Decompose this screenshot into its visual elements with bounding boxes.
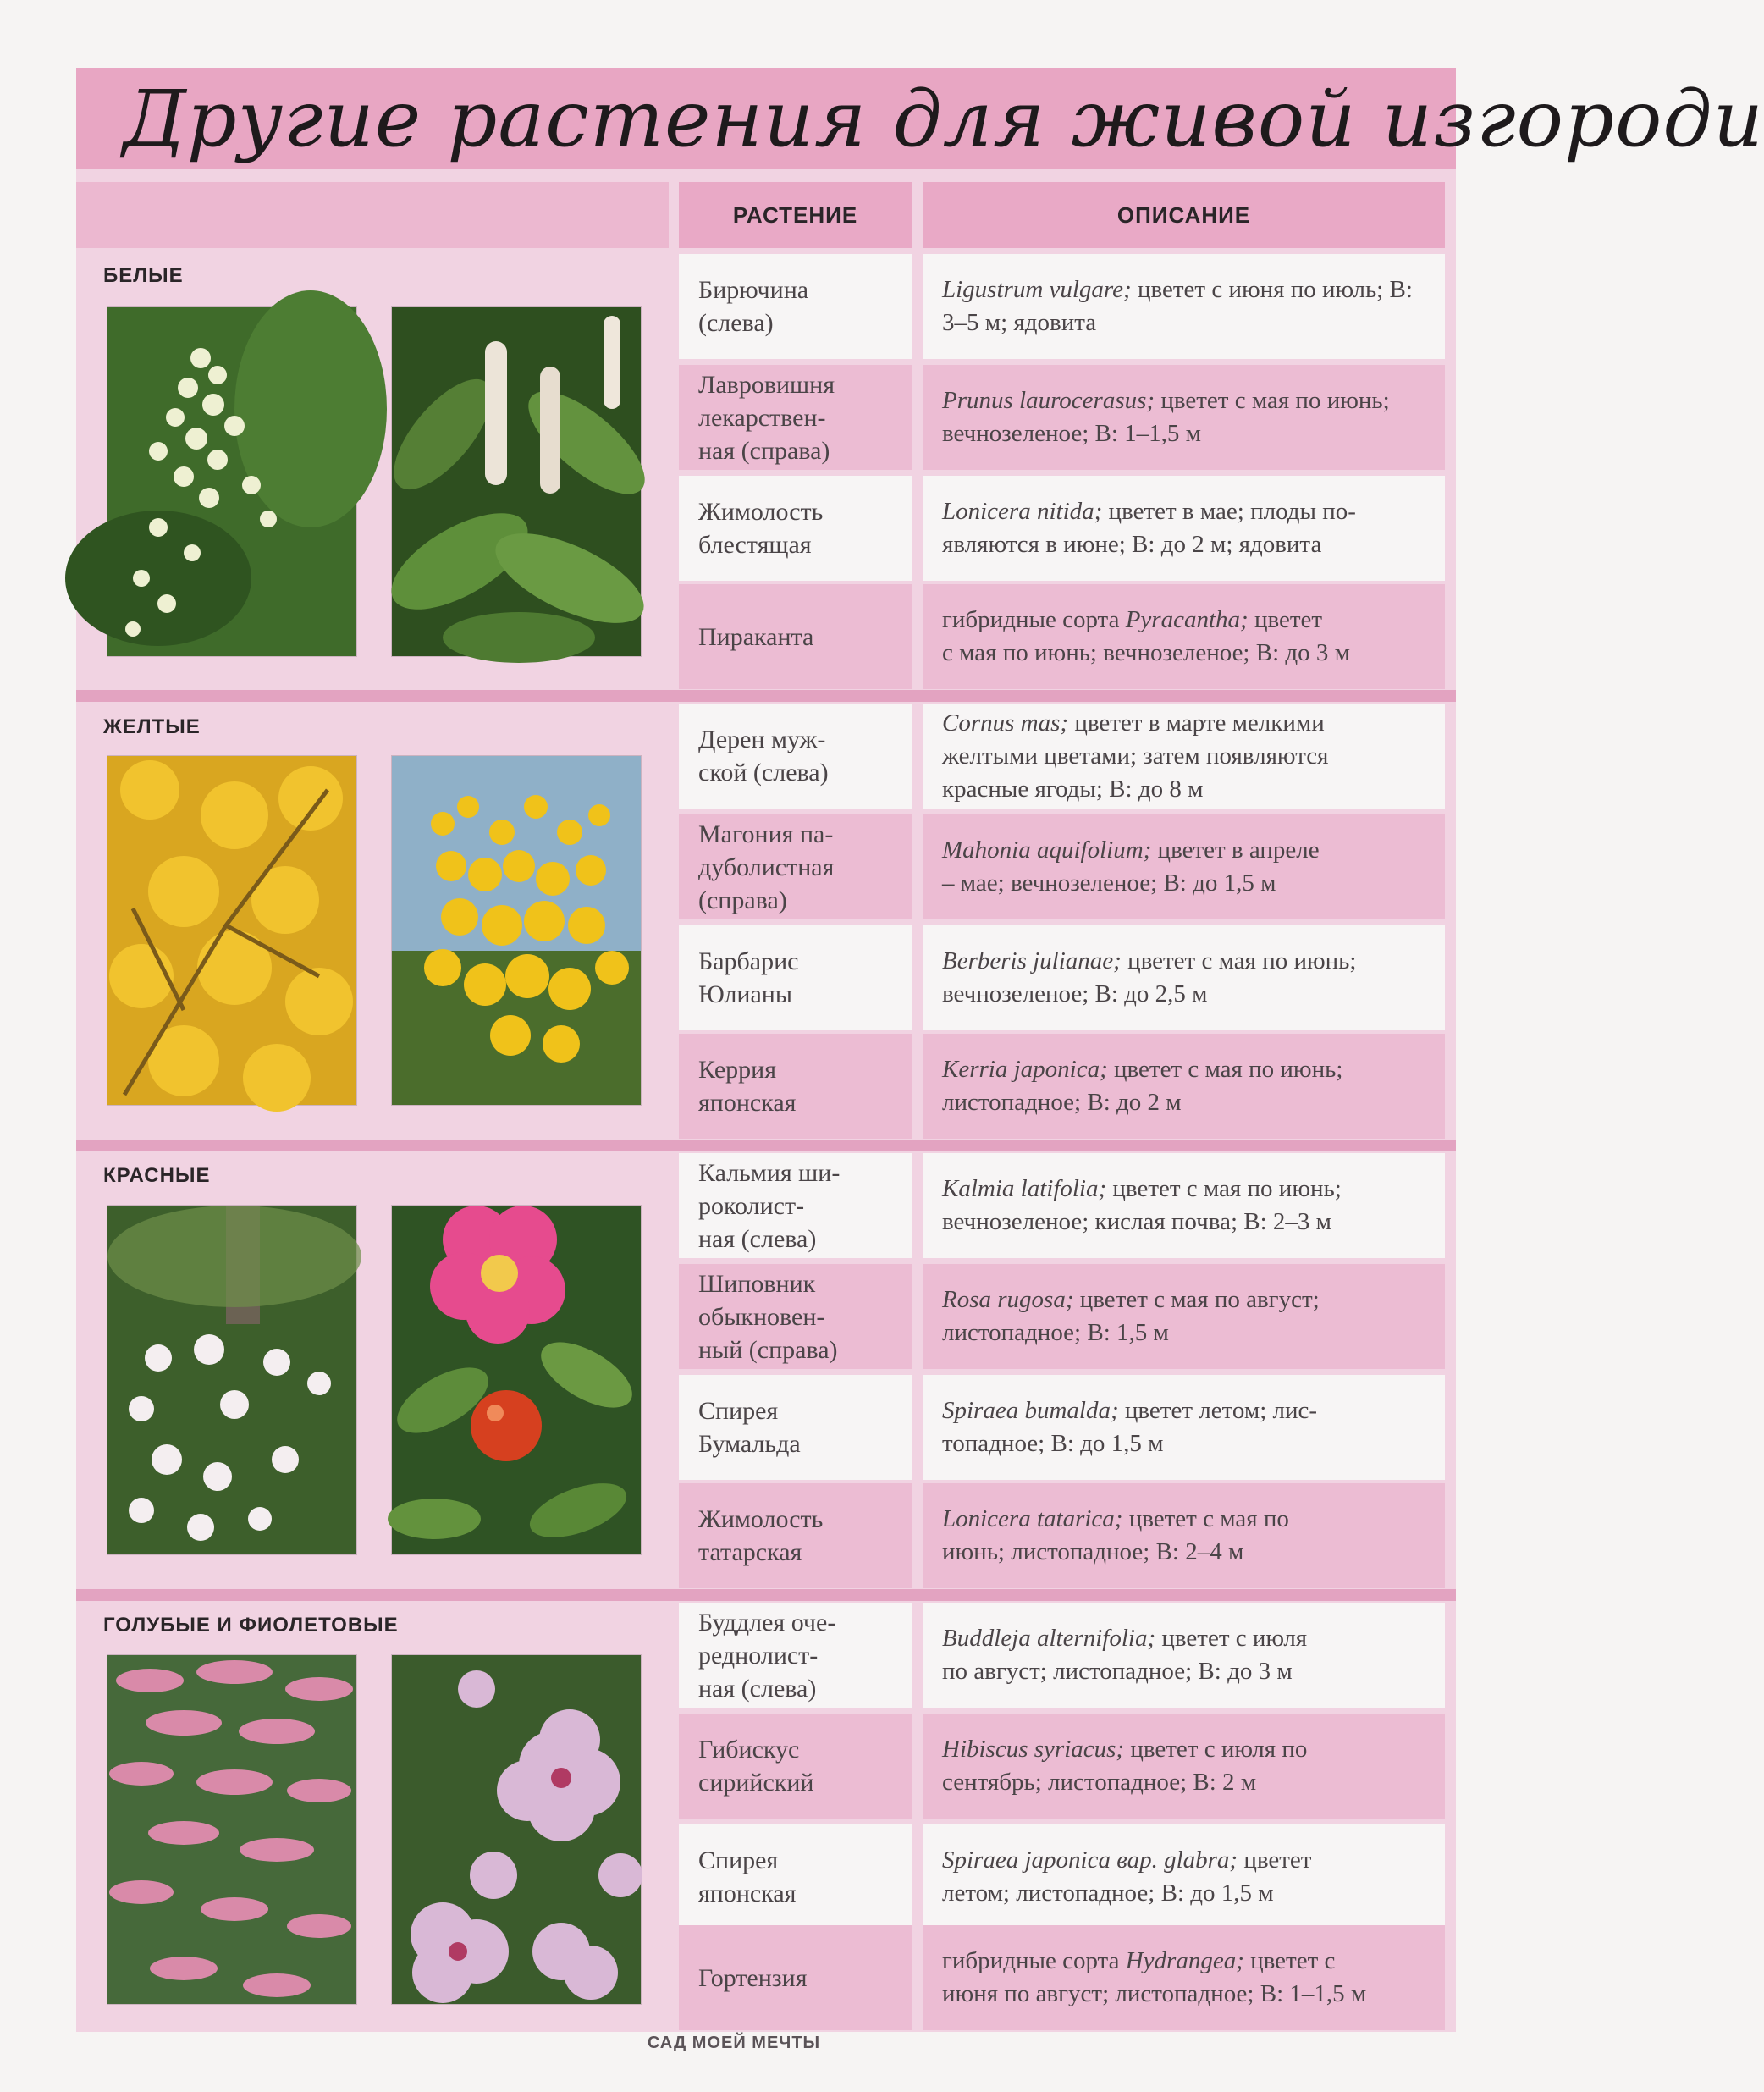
plant-cell [679,1153,912,1258]
latin-name: Hydrangea; [1125,1947,1244,1974]
plant-name: Бирючина (слева) [698,276,809,337]
plant-cell [679,1483,912,1588]
description-text: цветет с мая по июнь; вечнозеленое; В: до 2,5 м [942,947,1357,1007]
section-label-yellow: ЖЕЛТЫЕ [103,715,201,738]
plant-name: Керрия японская [698,1056,797,1117]
description-cell [923,1264,1445,1369]
description-text: цветет с мая по июнь; листопадное; В: до 2 м [942,1056,1343,1116]
plant-name: Гибискус сирийский [698,1736,814,1797]
latin-name: Kalmia latifolia; [942,1175,1107,1202]
plant-cell [679,1714,912,1819]
header-spacer [76,182,669,248]
latin-name: Lonicera nitida; [942,498,1103,525]
description-cell [923,584,1445,689]
latin-name: Ligustrum vulgare; [942,276,1132,303]
description-cell [923,1603,1445,1708]
latin-name: Hibiscus syriacus; [942,1736,1125,1763]
description-prefix: гибридные сорта [942,1947,1126,1974]
photo-mountain-laurel [107,1206,356,1554]
column-header-plant: РАСТЕНИЕ [679,182,912,248]
plant-cell [679,1375,912,1480]
description-text: цветет с июня по август; листопадное; В: 1–1,5 м [942,1947,1367,2007]
plant-cell [679,365,912,470]
description-cell [923,476,1445,581]
description-cell [923,1034,1445,1139]
latin-name: Berberis julianae; [942,947,1122,974]
plant-cell [679,814,912,919]
description-cell [923,1375,1445,1480]
section-divider [76,1589,1456,1601]
description-cell [923,925,1445,1030]
footer-magazine-name: САД МОЕЙ МЕЧТЫ [647,2034,821,2052]
description-text: цветет с мая по июнь; вечнозеленое; В: до 3 м [942,606,1350,666]
plant-name: Жимолость татарская [698,1505,824,1566]
plant-cell [679,1034,912,1139]
latin-name: Lonicera tatarica; [942,1505,1123,1532]
plant-cell [679,1925,912,2030]
plant-cell [679,254,912,359]
section-divider [76,1140,1456,1151]
plant-name: Пираканта [698,622,814,651]
plant-name: Спирея японская [698,1846,797,1907]
page-title: Другие растения для живой изгороди [123,73,1764,164]
plant-cell [679,1824,912,1929]
plant-name: Шиповник обыкновен- ный (справа) [698,1269,838,1364]
page [76,68,1764,2032]
latin-name: Mahonia aquifolium; [942,836,1152,864]
description-cell [923,365,1445,470]
description-text: цветет в мае; плоды по- являются в июне; В: до 2 м; ядовита [942,498,1356,558]
plant-name: Жимолость блестящая [698,498,824,559]
photo-buddleia [107,1655,356,2004]
description-cell [923,814,1445,919]
description-text: цветет с мая по июнь; вечнозеленое; В: 1–1,5 м [942,387,1390,447]
description-text: цветет с мая по июнь; листопадное; В: 2–4 м [942,1505,1289,1565]
description-cell [923,1483,1445,1588]
plant-name: Спирея Бумальда [698,1397,801,1458]
latin-name: Buddleja alternifolia; [942,1625,1156,1652]
plant-cell [679,925,912,1030]
photo-cornelian-cherry [107,756,356,1105]
section-label-white: БЕЛЫЕ [103,264,184,287]
plant-name: Дерен муж- ской (слева) [698,726,829,787]
description-text: цветет с июня по июль; В: 3–5 м; ядовита [942,276,1413,336]
plant-name: Лавровишня лекарствен- ная (справа) [698,370,835,465]
description-cell [923,1925,1445,2030]
plant-cell [679,1603,912,1708]
description-prefix: гибридные сорта [942,606,1126,633]
plant-name: Гортензия [698,1963,808,1992]
description-text: цветет летом; лис- топадное; В: до 1,5 м [942,1397,1318,1457]
latin-name: Prunus laurocerasus; [942,387,1155,414]
description-text: цветет в апреле – мае; вечнозеленое; В: до 1,5 м [942,836,1320,897]
plant-name: Буддлея оче- реднолист- ная (слева) [698,1608,836,1703]
description-cell [923,1153,1445,1258]
title-band [76,68,1764,169]
description-text: цветет с июля по август; листопадное; В: до 3 м [942,1625,1308,1685]
description-cell [923,704,1445,809]
photo-hibiscus [392,1655,641,2004]
section-divider [76,690,1456,702]
plant-cell [679,476,912,581]
description-text: цветет с мая по август; листопадное; В: 1,5 м [942,1286,1320,1346]
column-header-description: ОПИСАНИЕ [923,182,1445,248]
plant-cell [679,1264,912,1369]
description-text: цветет с июля по сентябрь; листопадное; В: 2 м [942,1736,1308,1796]
plant-cell [679,704,912,809]
plant-name: Барбарис Юлианы [698,947,799,1008]
latin-name: Rosa rugosa; [942,1286,1074,1313]
description-text: цветет в марте мелкими желтыми цветами; затем появляются красные ягоды; В: до 8 м [942,709,1329,803]
section-label-blue-violet: ГОЛУБЫЕ И ФИОЛЕТОВЫЕ [103,1614,399,1637]
latin-name: Cornus mas; [942,709,1069,737]
section-label-red: КРАСНЫЕ [103,1164,211,1187]
latin-name: Spiraea bumalda; [942,1397,1119,1424]
latin-name: Spiraea japonica вар. glabra; [942,1846,1238,1874]
description-text: цветет с мая по июнь; вечнозеленое; кислая почва; В: 2–3 м [942,1175,1342,1235]
description-text: цветет летом; листопадное; В: до 1,5 м [942,1846,1312,1907]
latin-name: Kerria japonica; [942,1056,1108,1083]
plant-name: Магония па- дуболистная (справа) [698,820,835,914]
photo-cherry-laurel [392,307,641,656]
latin-name: Pyracantha; [1125,606,1249,633]
plant-cell [679,584,912,689]
photo-wild-rose [392,1206,641,1554]
description-cell [923,1824,1445,1929]
description-cell [923,1714,1445,1819]
description-cell [923,254,1445,359]
photo-privet [107,307,356,656]
photo-mahonia [392,756,641,1105]
plant-name: Кальмия ши- роколист- ная (слева) [698,1158,841,1253]
